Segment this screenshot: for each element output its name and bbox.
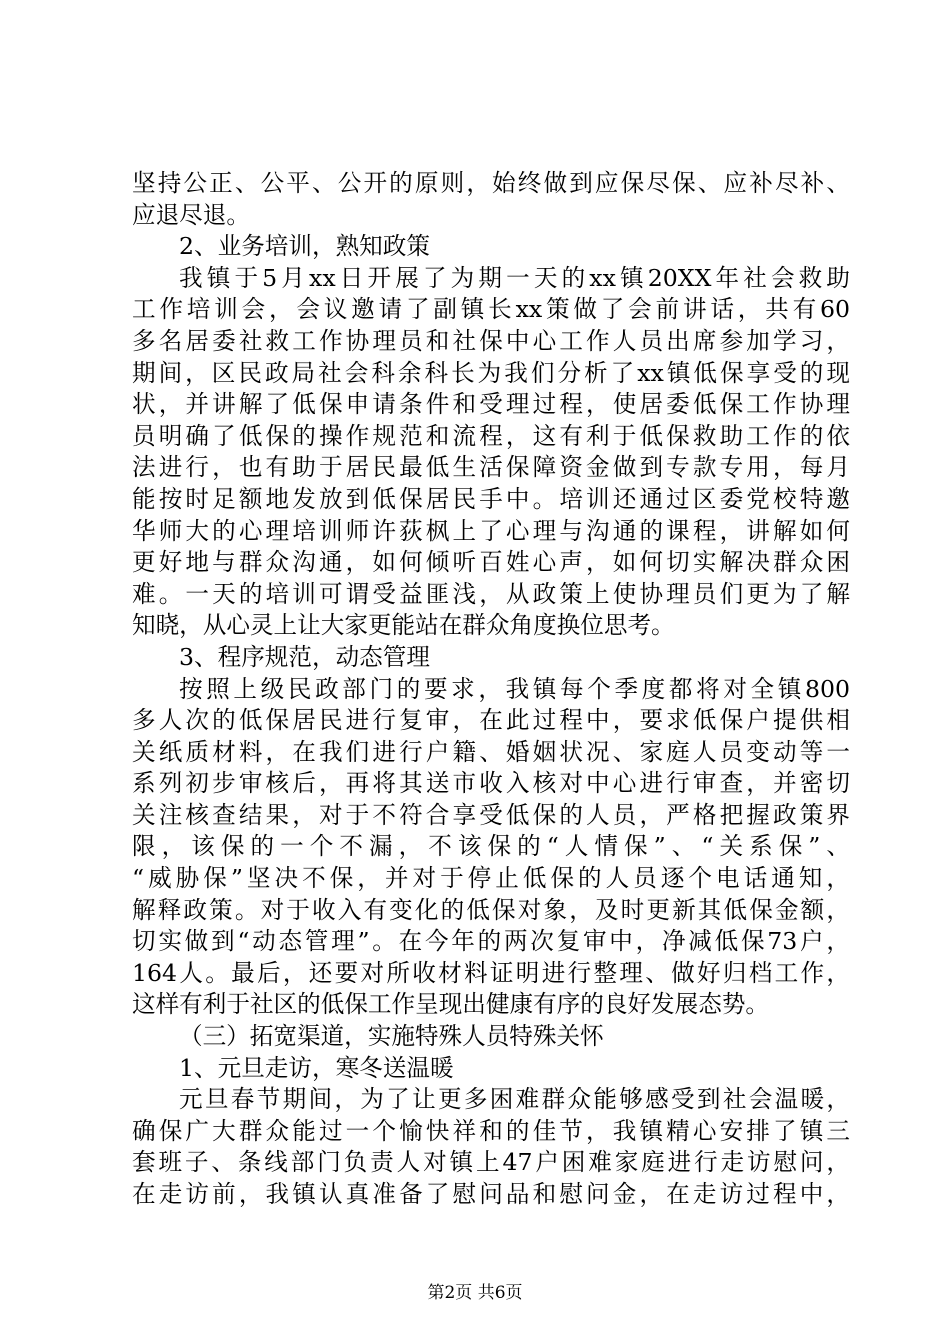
text-line: 解释政策。对于收入有变化的低保对象，及时更新其低保金额， (132, 895, 850, 924)
text-line: 按照上级民政部门的要求，我镇每个季度都将对全镇800 (179, 674, 850, 703)
text-line: 多人次的低保居民进行复审，在此过程中，要求低保户提供相 (132, 706, 850, 735)
text-line: 法进行，也有助于居民最低生活保障资金做到专款专用，每月 (132, 453, 850, 482)
text-line: 2、业务培训，熟知政策 (179, 232, 430, 261)
text-line: 在走访前，我镇认真准备了慰问品和慰问金，在走访过程中， (132, 1180, 850, 1208)
text-line: 确保广大群众能过一个愉快祥和的佳节，我镇精心安排了镇三 (132, 1116, 850, 1145)
text-line: 关注核查结果，对于不符合享受低保的人员，严格把握政策界 (132, 800, 850, 829)
text-line: 切实做到“动态管理”。在今年的两次复审中，净减低保73户， (132, 927, 850, 956)
text-line: 系列初步审核后，再将其送市收入核对中心进行审查，并密切 (132, 769, 850, 798)
text-line: （三）拓宽渠道，实施特殊人员特殊关怀 (179, 1022, 604, 1051)
text-line: 套班子、条线部门负责人对镇上47户困难家庭进行走访慰问， (132, 1148, 850, 1177)
text-line: 知晓，从心灵上让大家更能站在群众角度换位思考。 (132, 611, 675, 640)
text-line: 164人。最后，还要对所收材料证明进行整理、做好归档工作， (132, 958, 850, 987)
text-line: 元旦春节期间，为了让更多困难群众能够感受到社会温暖， (179, 1085, 850, 1114)
text-line: 限，该保的一个不漏，不该保的“人情保”、“关系保”、 (132, 832, 850, 861)
text-line: 这样有利于社区的低保工作呈现出健康有序的良好发展态势。 (132, 990, 770, 1019)
text-line: 关纸质材料，在我们进行户籍、婚姻状况、家庭人员变动等一 (132, 737, 850, 766)
page-footer: 第2页 共6页 (427, 1283, 523, 1303)
text-line: 应退尽退。 (132, 200, 250, 229)
text-line: 难。一天的培训可谓受益匪浅，从政策上使协理员们更为了解 (132, 579, 850, 608)
text-line: 能按时足额地发放到低保居民手中。培训还通过区委党校特邀 (132, 484, 850, 513)
text-line: 坚持公正、公平、公开的原则，始终做到应保尽保、应补尽补、 (132, 169, 850, 197)
text-line: 3、程序规范，动态管理 (179, 642, 430, 671)
text-line: 华师大的心理培训师许荻枫上了心理与沟通的课程，讲解如何 (132, 516, 850, 545)
text-line: 工作培训会，会议邀请了副镇长xx策做了会前讲话，共有60 (132, 295, 850, 324)
text-line: 状，并讲解了低保申请条件和受理过程，使居委低保工作协理 (132, 390, 850, 419)
text-line: 多名居委社救工作协理员和社保中心工作人员出席参加学习， (132, 326, 850, 355)
document-body (132, 168, 850, 1211)
text-line: 员明确了低保的操作规范和流程，这有利于低保救助工作的依 (132, 421, 850, 450)
text-line: 1、元旦走访，寒冬送温暖 (179, 1053, 454, 1082)
text-line: 我镇于5月xx日开展了为期一天的xx镇20XX年社会救助 (179, 263, 850, 292)
text-line: 更好地与群众沟通，如何倾听百姓心声，如何切实解决群众困 (132, 548, 850, 577)
text-line: “威胁保”坚决不保，并对于停止低保的人员逐个电话通知， (132, 864, 850, 893)
text-line: 期间，区民政局社会科余科长为我们分析了xx镇低保享受的现 (132, 358, 850, 387)
